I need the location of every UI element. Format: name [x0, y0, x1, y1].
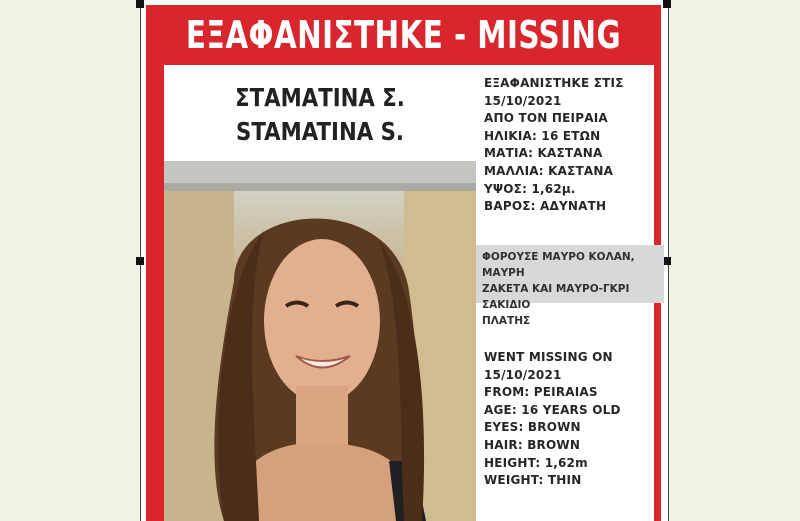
poster-left-panel	[164, 65, 476, 521]
poster-info-panel	[476, 65, 654, 521]
resize-handle-mid-left[interactable]	[136, 257, 144, 265]
greek-info-line: ΑΠΟ ΤΟΝ ΠΕΙΡΑΙΑ	[484, 111, 608, 126]
missing-person-poster	[146, 5, 661, 521]
english-info-line: AGE: 16 YEARS OLD	[484, 402, 621, 417]
poster-header: ΕΞΑΦΑΝΙΣΤΗΚΕ - MISSING	[185, 13, 622, 57]
english-info-line: EYES: BROWN	[484, 420, 581, 435]
english-info-line: WENT MISSING ON	[484, 350, 613, 364]
greek-info-line: 15/10/2021	[484, 93, 562, 108]
name-latin: STAMATINA S.	[236, 117, 404, 146]
greek-info-line: ΗΛΙΚΙΑ: 16 ΕΤΩΝ	[484, 128, 601, 143]
greek-info-line: ΕΞΑΦΑΝΙΣΤΗΚΕ ΣΤΙΣ	[484, 76, 624, 90]
english-info-line: HEIGHT: 1,62m	[484, 455, 588, 470]
clothing-note	[476, 245, 664, 327]
greek-info-line: ΥΨΟΣ: 1,62μ.	[484, 181, 576, 196]
english-info-line: WEIGHT: THIN	[484, 473, 582, 488]
english-info-line: HAIR: BROWN	[484, 437, 581, 452]
english-info-block	[484, 349, 621, 490]
name-greek: ΣΤΑΜΑΤΙΝΑ Σ.	[235, 83, 405, 112]
greek-info-line: ΜΑΤΙΑ: ΚΑΣΤΑΝΑ	[484, 146, 603, 161]
resize-handle-top-right[interactable]	[663, 0, 671, 8]
english-info-line: 15/10/2021	[484, 367, 562, 382]
clothing-note-line: ΖΑΚΕΤΑ ΚΑΙ ΜΑΥΡΟ-ΓΚΡΙ ΣΑΚΙΔΙΟ	[482, 283, 630, 311]
english-info-line: FROM: PEIRAIAS	[484, 385, 598, 400]
greek-info-line: ΒΑΡΟΣ: ΑΔΥΝΑΤΗ	[484, 199, 607, 214]
person-photo	[164, 161, 476, 521]
greek-info-block	[484, 75, 624, 216]
clothing-note-line: ΦΟΡΟΥΣΕ ΜΑΥΡΟ ΚΟΛΑΝ, ΜΑΥΡΗ	[482, 251, 635, 279]
resize-handle-mid-right[interactable]	[663, 257, 671, 265]
resize-handle-top-left[interactable]	[136, 0, 144, 8]
clothing-note-line: ΠΛΑΤΗΣ	[482, 315, 531, 327]
greek-info-line: ΜΑΛΛΙΑ: ΚΑΣΤΑΝΑ	[484, 163, 614, 178]
